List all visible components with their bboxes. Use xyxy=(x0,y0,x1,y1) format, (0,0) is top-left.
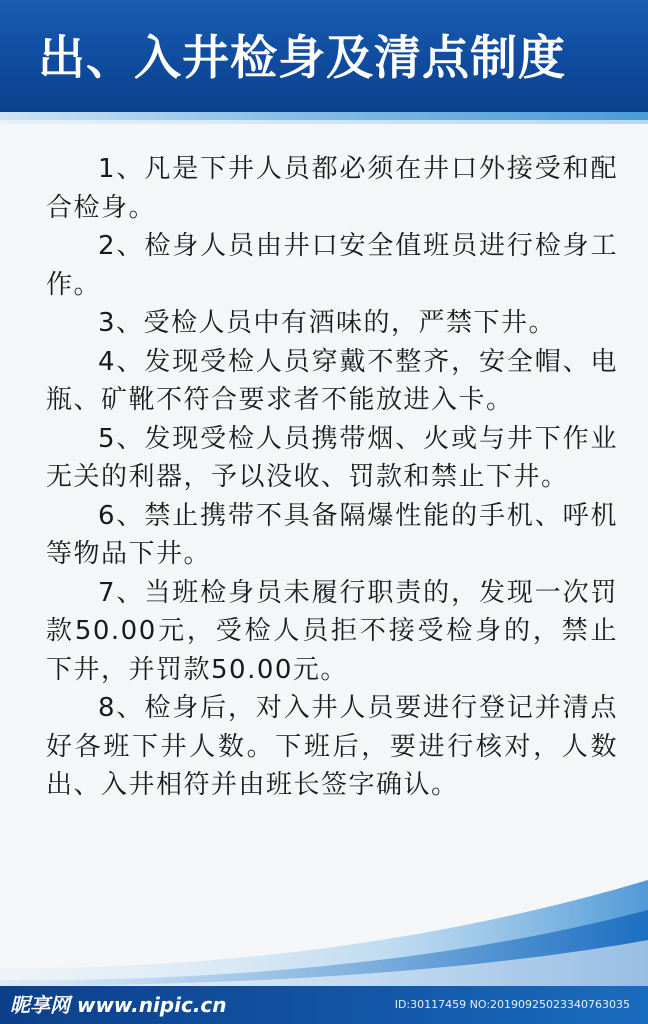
page-title: 出、入井检身及清点制度 xyxy=(38,31,566,86)
watermark-logo: 昵享网 www.nipic.cn xyxy=(10,993,227,1017)
header-accent-line xyxy=(0,120,648,124)
regulation-item-6: 6、禁止携带不具备隔爆性能的手机、呼机等物品下井。 xyxy=(46,500,618,569)
regulation-item-3: 3、受检人员中有酒味的，严禁下井。 xyxy=(98,308,557,338)
decorative-swoosh xyxy=(0,840,648,990)
regulation-item-4: 4、发现受检人员穿戴不整齐，安全帽、电瓶、矿靴不符合要求者不能放进入卡。 xyxy=(46,346,618,415)
header-accent-band xyxy=(0,112,648,120)
regulation-item-1: 1、凡是下井人员都必须在井口外接受和配合检身。 xyxy=(46,154,618,223)
regulation-item-2: 2、检身人员由井口安全值班员进行检身工作。 xyxy=(46,231,618,300)
regulation-item-5: 5、发现受检人员携带烟、火或与井下作业无关的利器，予以没收、罚款和禁止下井。 xyxy=(46,423,618,492)
watermark-id: ID:30117459 NO:20190925023340763035 xyxy=(394,998,630,1011)
regulation-item-7: 7、当班检身员未履行职责的，发现一次罚款50.00元，受检人员拒不接受检身的，禁止下井，并罚款50.00元。 xyxy=(46,577,618,685)
regulation-content xyxy=(46,150,618,805)
regulation-item-8: 8、检身后，对入井人员要进行登记并清点好各班下井人数。下班后，要进行核对，人数出、入井相符并由班长签字确认。 xyxy=(46,693,618,800)
header-banner xyxy=(0,0,648,112)
